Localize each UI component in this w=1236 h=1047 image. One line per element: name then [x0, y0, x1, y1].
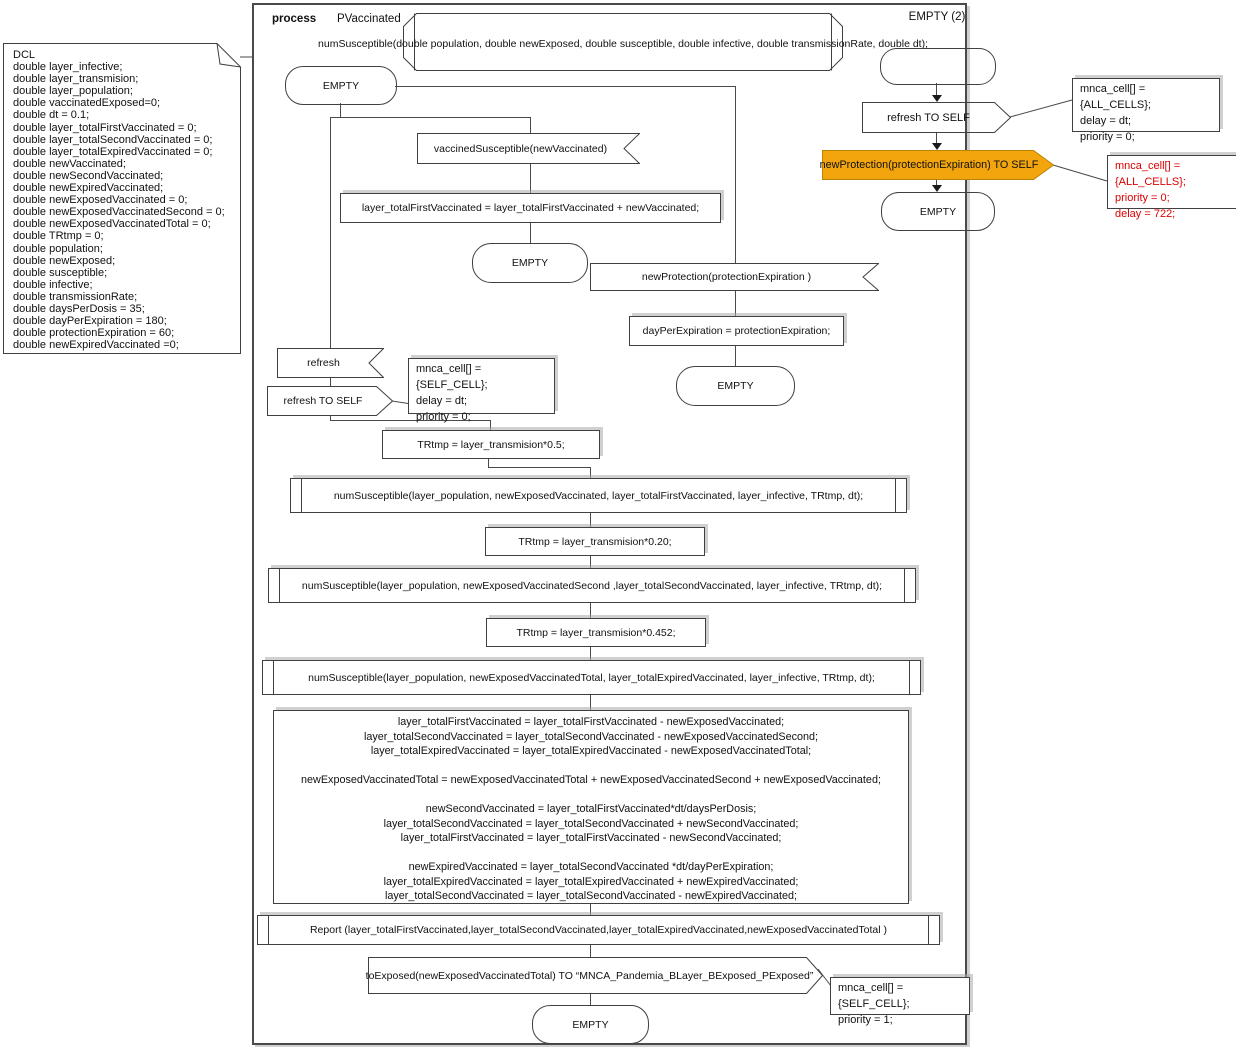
assign-firstVaccinated[interactable]: layer_totalFirstVaccinated = layer_totalFirstVaccinated + newVaccinated; [340, 193, 721, 223]
receive-newProtection-label: newProtection(protectionExpiration ) [641, 271, 812, 283]
send-newProtection-to-self[interactable] [819, 150, 1054, 180]
send-refresh-to-self-left[interactable] [267, 386, 393, 416]
dcl-lines: double layer_infective; double layer_transmision; double layer_population; double vaccinatedExposed=0; double dt = 0.1; double layer_totalFirstVaccinated = 0; double layer_totalSecondVaccinated = 0; double layer_totalExpiredVaccinated = 0; double newVaccinated; double newSecondVaccinated; double newExpiredVaccinated; double newExposedVaccinated = 0; double newExposedVaccinatedSecond = 0; double newExposedVaccinatedTotal = 0; double TRtmp = 0; double population; double newExposed; double susceptible; double infective; double transmissionRate; double daysPerDosis = 35; double dayPerExpiration = 180; double protectionExpiration = 60; double newExpiredVaccinated =0; [13, 61, 225, 352]
assign-trtmp-05[interactable]: TRtmp = layer_transmision*0.5; [382, 430, 600, 459]
macro-label-empty2: EMPTY (2) [908, 11, 966, 23]
send-refresh-to-self-right[interactable] [862, 102, 1011, 133]
receive-newProtection[interactable] [590, 263, 879, 291]
terminator-label: EMPTY [511, 257, 549, 269]
terminator-vaccinedSusceptible[interactable] [472, 243, 588, 283]
call-numSusceptible-3[interactable]: numSusceptible(layer_population, newExposedVaccinatedTotal, layer_totalExpiredVaccinated, layer_infective, TRtmp, dt); [262, 660, 921, 695]
receive-refresh[interactable] [277, 348, 384, 378]
assign-trtmp-020[interactable]: TRtmp = layer_transmision*0.20; [485, 527, 705, 556]
dcl-declarations-note[interactable] [3, 43, 241, 354]
call-numSusceptible-1[interactable]: numSusceptible(layer_population, newExposedVaccinated, layer_totalFirstVaccinated, layer_infective, TRtmp, dt); [290, 478, 907, 513]
send-refresh-to-self-left-label: refresh TO SELF [283, 395, 363, 407]
receive-vaccinedSusceptible[interactable] [417, 133, 640, 164]
process-keyword-label: process [272, 13, 317, 25]
start-node-left[interactable] [285, 66, 397, 105]
assign-trtmp-0452[interactable]: TRtmp = layer_transmision*0.452; [486, 618, 706, 647]
send-newProtection-to-self-label: newProtection(protectionExpiration) TO SELF [819, 159, 1039, 171]
block-update-statements[interactable] [273, 710, 909, 904]
annotation-refresh-all-cells[interactable]: mnca_cell[] = {ALL_CELLS}; delay = dt; priority = 0; [1072, 78, 1220, 132]
function-definition-text: numSusceptible(double population, double newExposed, double susceptible, double infective, double transmissionRate, double dt); [318, 37, 928, 50]
dcl-title: DCL [13, 49, 36, 61]
annotation-newProtection-all-cells[interactable]: mnca_cell[] = {ALL_CELLS}; priority = 0; delay = 722; [1107, 155, 1236, 209]
annotation-refresh-self-cell[interactable]: mnca_cell[] = {SELF_CELL}; delay = dt; priority = 0; [408, 358, 555, 414]
assign-dayPerExpiration[interactable]: dayPerExpiration = protectionExpiration; [629, 316, 844, 346]
send-toExposed[interactable] [365, 957, 823, 994]
terminator-label: EMPTY [572, 1018, 609, 1031]
call-numSusceptible-2[interactable]: numSusceptible(layer_population, newExposedVaccinatedSecond ,layer_totalSecondVaccinated, layer_infective, TRtmp, dt); [268, 568, 916, 603]
start-node-left-label: EMPTY [322, 79, 360, 92]
process-name-label: PVaccinated [337, 13, 401, 25]
terminator-label: EMPTY [919, 205, 957, 218]
terminator-label: EMPTY [717, 380, 754, 392]
block-update-lines: layer_totalFirstVaccinated = layer_totalFirstVaccinated - newExposedVaccinated; layer_totalSecondVaccinated = layer_totalSecondVaccinated - newExposedVaccinatedSecond; layer_totalExpiredVaccinated = layer_totalExpiredVaccinated - newExposedVaccinatedTotal; newExposedVaccinatedTotal = newExposedVaccinatedTotal + newExposedVaccinatedSecond + newExposedVaccinated; newSecondVaccinated = layer_totalFirstVaccinated*dt/daysPerDosis; layer_totalSecondVaccinated = layer_totalSecondVaccinated + newSecondVaccinated; layer_totalFirstVaccinated = layer_totalFirstVaccinated - newSecondVaccinated; newExpiredVaccinated = layer_totalSecondVaccinated *dt/dayPerExpiration; layer_totalExpiredVaccinated = layer_totalExpiredVaccinated + newExpiredVaccinated; layer_totalSecondVaccinated = layer_totalSecondVaccinated - newExpiredVaccinated; [301, 716, 881, 902]
receive-refresh-label: refresh [307, 357, 340, 369]
call-report[interactable]: Report (layer_totalFirstVaccinated,layer_totalSecondVaccinated,layer_totalExpiredVaccinated,newExposedVaccinatedTotal ) [257, 915, 940, 945]
terminator-main[interactable] [532, 1005, 649, 1044]
send-toExposed-label: toExposed(newExposedVaccinatedTotal) TO “MNCA_Pandemia_BLayer_BExposed_PExposed” [365, 969, 814, 982]
terminator-right[interactable] [881, 192, 995, 231]
receive-vaccinedSusceptible-label: vaccinedSusceptible(newVaccinated) [433, 142, 608, 155]
send-refresh-to-self-right-label: refresh TO SELF [887, 111, 970, 124]
start-node-right[interactable] [880, 48, 996, 85]
terminator-newProtection[interactable] [676, 366, 795, 406]
annotation-toExposed-self-cell[interactable]: mnca_cell[] = {SELF_CELL}; priority = 1; [830, 977, 970, 1015]
